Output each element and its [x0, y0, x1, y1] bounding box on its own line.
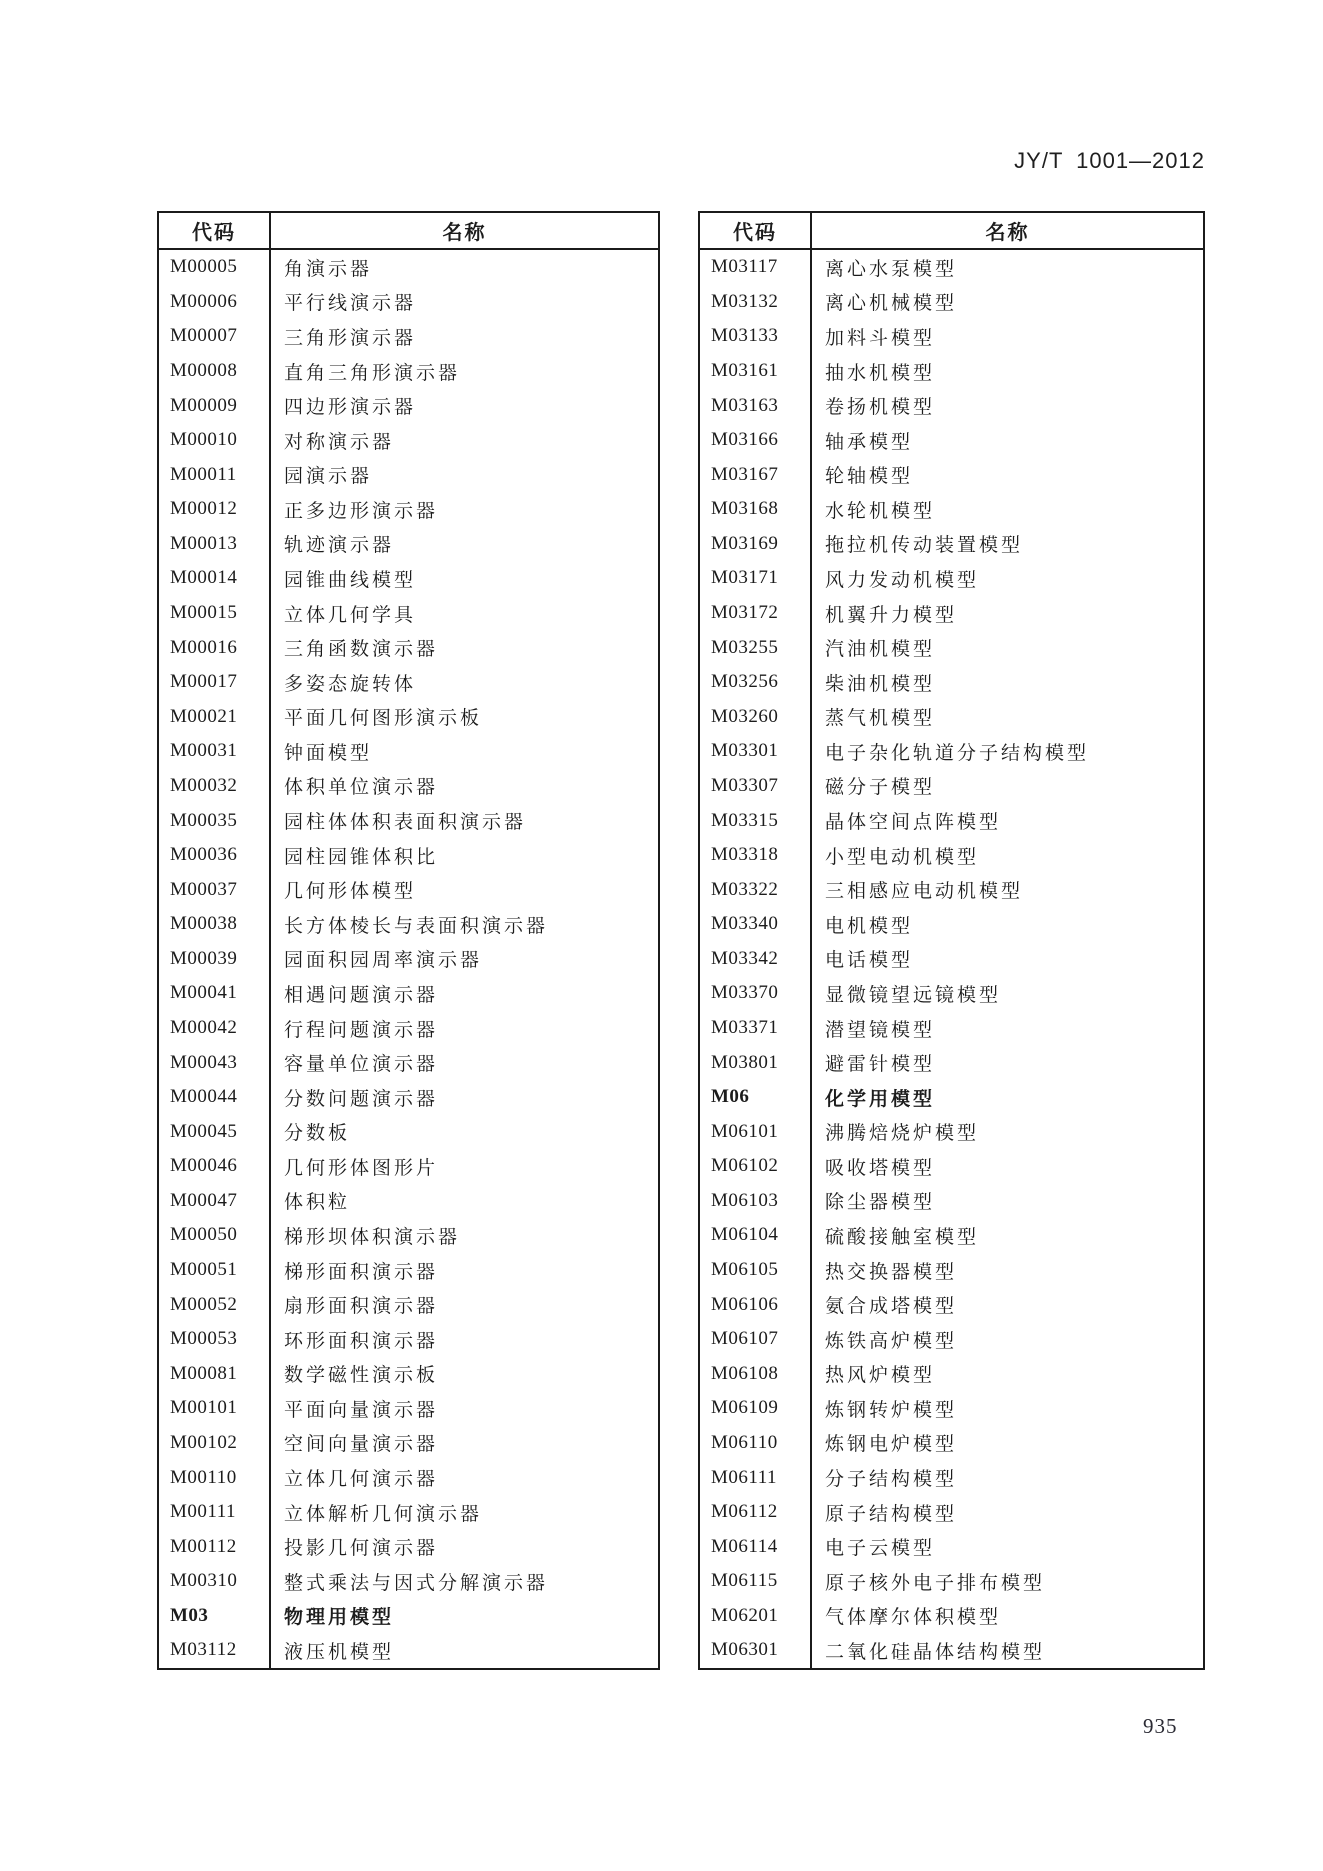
name-cell: 直角三角形演示器: [284, 362, 461, 384]
table-row: [700, 1218, 1203, 1253]
name-cell: 园面积园周率演示器: [284, 950, 483, 972]
code-cell: M06: [700, 1080, 812, 1115]
code-cell: M00017: [159, 665, 271, 700]
name-cell: 卷扬机模型: [825, 397, 936, 419]
name-cell: 园演示器: [284, 466, 373, 488]
name-cell: 平面向量演示器: [284, 1399, 439, 1421]
table-body: [159, 250, 658, 1668]
name-cell: 平面几何图形演示板: [284, 708, 483, 730]
code-table-left: [157, 211, 660, 1670]
code-cell: M03112: [159, 1633, 271, 1668]
code-cell: M00042: [159, 1011, 271, 1046]
table-row: [159, 561, 658, 596]
table-row: [159, 1599, 658, 1634]
name-cell: 氨合成塔模型: [825, 1296, 958, 1318]
table-row: [700, 734, 1203, 769]
name-cell: 电机模型: [825, 915, 914, 937]
code-cell: M06105: [700, 1253, 812, 1288]
code-cell: M00112: [159, 1529, 271, 1564]
name-cell: 热风炉模型: [825, 1365, 936, 1387]
name-cell: 抽水机模型: [825, 362, 936, 384]
table-body: [700, 250, 1203, 1668]
table-row: [159, 1391, 658, 1426]
name-cell: 轨迹演示器: [284, 535, 395, 557]
table-row: [700, 388, 1203, 423]
code-cell: M00050: [159, 1218, 271, 1253]
table-row: [159, 1011, 658, 1046]
name-cell: 液压机模型: [284, 1641, 395, 1663]
table-row: [159, 1633, 658, 1668]
name-cell: 体积粒: [284, 1192, 351, 1214]
name-cell: 小型电动机模型: [825, 846, 980, 868]
table-row: [700, 1495, 1203, 1530]
code-cell: M03: [159, 1599, 271, 1634]
name-cell: 立体几何学具: [284, 604, 417, 626]
table-row: [159, 872, 658, 907]
code-cell: M00008: [159, 354, 271, 389]
table-row: [700, 596, 1203, 631]
name-cell: 分数板: [284, 1123, 351, 1145]
name-cell: 避雷针模型: [825, 1054, 936, 1076]
name-cell: 体积单位演示器: [284, 777, 439, 799]
table-row: [159, 250, 658, 285]
table-row: [700, 1426, 1203, 1461]
table-row: [700, 700, 1203, 735]
name-cell: 水轮机模型: [825, 500, 936, 522]
code-cell: M00038: [159, 907, 271, 942]
table-row: [700, 1633, 1203, 1668]
code-cell: M03371: [700, 1011, 812, 1046]
name-cell: 拖拉机传动装置模型: [825, 535, 1024, 557]
code-cell: M00044: [159, 1080, 271, 1115]
name-cell: 正多边形演示器: [284, 500, 439, 522]
table-row: [700, 665, 1203, 700]
code-cell: M03301: [700, 734, 812, 769]
table-row: [700, 457, 1203, 492]
code-cell: M00043: [159, 1045, 271, 1080]
code-cell: M00110: [159, 1460, 271, 1495]
table-row: [159, 1529, 658, 1564]
name-cell: 环形面积演示器: [284, 1330, 439, 1352]
name-cell: 原子结构模型: [825, 1503, 958, 1525]
name-cell: 硫酸接触室模型: [825, 1226, 980, 1248]
table-row: [700, 1114, 1203, 1149]
name-cell: 角演示器: [284, 258, 373, 280]
code-cell: M06107: [700, 1322, 812, 1357]
code-cell: M00015: [159, 596, 271, 631]
table-row: [159, 769, 658, 804]
code-cell: M06102: [700, 1149, 812, 1184]
table-row: [700, 1460, 1203, 1495]
table-row: [700, 1045, 1203, 1080]
code-cell: M00014: [159, 561, 271, 596]
table-row: [159, 1184, 658, 1219]
code-cell: M03255: [700, 630, 812, 665]
name-cell: 柴油机模型: [825, 673, 936, 695]
table-row: [159, 285, 658, 320]
table-row: [700, 1080, 1203, 1115]
name-cell: 物理用模型: [284, 1607, 395, 1629]
code-cell: M03132: [700, 285, 812, 320]
code-cell: M00052: [159, 1287, 271, 1322]
name-cell: 炼钢电炉模型: [825, 1434, 958, 1456]
code-cell: M00036: [159, 838, 271, 873]
code-cell: M03801: [700, 1045, 812, 1080]
table-row: [700, 1529, 1203, 1564]
code-cell: M00310: [159, 1564, 271, 1599]
code-cell: M00012: [159, 492, 271, 527]
name-cell: 分子结构模型: [825, 1469, 958, 1491]
table-row: [159, 388, 658, 423]
table-row: [700, 1357, 1203, 1392]
table-row: [159, 803, 658, 838]
code-cell: M00041: [159, 976, 271, 1011]
code-cell: M06103: [700, 1184, 812, 1219]
table-row: [159, 1495, 658, 1530]
table-row: [700, 769, 1203, 804]
name-cell: 吸收塔模型: [825, 1157, 936, 1179]
name-cell: 数学磁性演示板: [284, 1365, 439, 1387]
name-cell: 三角形演示器: [284, 327, 417, 349]
table-row: [700, 1391, 1203, 1426]
name-cell: 空间向量演示器: [284, 1434, 439, 1456]
code-cell: M00101: [159, 1391, 271, 1426]
code-cell: M00006: [159, 285, 271, 320]
name-cell: 炼铁高炉模型: [825, 1330, 958, 1352]
code-cell: M00045: [159, 1114, 271, 1149]
code-cell: M03256: [700, 665, 812, 700]
name-cell: 原子核外电子排布模型: [825, 1572, 1046, 1594]
name-cell: 几何形体图形片: [284, 1157, 439, 1179]
name-cell: 多姿态旋转体: [284, 673, 417, 695]
code-cell: M06111: [700, 1460, 812, 1495]
code-cell: M06108: [700, 1357, 812, 1392]
code-cell: M06106: [700, 1287, 812, 1322]
table-row: [159, 1564, 658, 1599]
code-cell: M03163: [700, 388, 812, 423]
name-cell: 扇形面积演示器: [284, 1296, 439, 1318]
name-cell: 风力发动机模型: [825, 569, 980, 591]
code-cell: M03315: [700, 803, 812, 838]
code-cell: M00009: [159, 388, 271, 423]
name-cell: 轮轴模型: [825, 466, 914, 488]
table-row: [159, 907, 658, 942]
code-cell: M00031: [159, 734, 271, 769]
table-row: [159, 492, 658, 527]
code-cell: M03342: [700, 942, 812, 977]
table-row: [159, 976, 658, 1011]
code-cell: M00047: [159, 1184, 271, 1219]
table-row: [159, 1322, 658, 1357]
name-cell: 四边形演示器: [284, 397, 417, 419]
table-row: [700, 1149, 1203, 1184]
table-row: [700, 1564, 1203, 1599]
code-cell: M03168: [700, 492, 812, 527]
name-cell: 炼钢转炉模型: [825, 1399, 958, 1421]
name-cell: 轴承模型: [825, 431, 914, 453]
code-cell: M03169: [700, 527, 812, 562]
table-row: [159, 1253, 658, 1288]
name-cell: 热交换器模型: [825, 1261, 958, 1283]
table-row: [700, 1287, 1203, 1322]
table-row: [700, 492, 1203, 527]
name-cell: 潜望镜模型: [825, 1019, 936, 1041]
name-cell: 显微镜望远镜模型: [825, 984, 1002, 1006]
name-cell: 二氧化硅晶体结构模型: [825, 1641, 1046, 1663]
table-row: [159, 630, 658, 665]
code-cell: M03318: [700, 838, 812, 873]
code-cell: M00111: [159, 1495, 271, 1530]
name-cell: 立体几何演示器: [284, 1469, 439, 1491]
table-row: [159, 665, 658, 700]
code-cell: M03322: [700, 872, 812, 907]
page-number: 935: [1143, 1714, 1178, 1738]
code-cell: M03260: [700, 700, 812, 735]
name-cell: 化学用模型: [825, 1088, 936, 1110]
table-row: [159, 423, 658, 458]
table-row: [700, 354, 1203, 389]
table-row: [159, 457, 658, 492]
column-header-code: 代码: [700, 213, 812, 248]
code-cell: M03172: [700, 596, 812, 631]
table-row: [159, 942, 658, 977]
column-header-code: 代码: [159, 213, 271, 248]
table-row: [700, 630, 1203, 665]
table-row: [700, 319, 1203, 354]
name-cell: 钟面模型: [284, 742, 373, 764]
name-cell: 沸腾焙烧炉模型: [825, 1123, 980, 1145]
code-cell: M06110: [700, 1426, 812, 1461]
table-row: [159, 354, 658, 389]
name-cell: 电话模型: [825, 950, 914, 972]
name-cell: 长方体棱长与表面积演示器: [284, 915, 549, 937]
table-row: [159, 1287, 658, 1322]
table-row: [700, 561, 1203, 596]
table-row: [159, 1218, 658, 1253]
code-cell: M03307: [700, 769, 812, 804]
name-cell: 容量单位演示器: [284, 1054, 439, 1076]
code-cell: M00007: [159, 319, 271, 354]
name-cell: 立体解析几何演示器: [284, 1503, 483, 1525]
code-cell: M03370: [700, 976, 812, 1011]
table-row: [159, 1426, 658, 1461]
name-cell: 机翼升力模型: [825, 604, 958, 626]
name-cell: 除尘器模型: [825, 1192, 936, 1214]
code-cell: M03117: [700, 250, 812, 285]
code-cell: M00039: [159, 942, 271, 977]
table-row: [159, 838, 658, 873]
code-cell: M06109: [700, 1391, 812, 1426]
code-cell: M03167: [700, 457, 812, 492]
name-cell: 园柱园锥体积比: [284, 846, 439, 868]
code-cell: M06101: [700, 1114, 812, 1149]
code-cell: M00021: [159, 700, 271, 735]
table-row: [700, 838, 1203, 873]
code-cell: M00081: [159, 1357, 271, 1392]
name-cell: 对称演示器: [284, 431, 395, 453]
table-row: [700, 285, 1203, 320]
code-cell: M00016: [159, 630, 271, 665]
code-cell: M03161: [700, 354, 812, 389]
code-cell: M00010: [159, 423, 271, 458]
code-cell: M00037: [159, 872, 271, 907]
table-row: [159, 1149, 658, 1184]
code-cell: M00102: [159, 1426, 271, 1461]
code-cell: M03133: [700, 319, 812, 354]
table-row: [159, 700, 658, 735]
table-row: [159, 1045, 658, 1080]
table-row: [700, 1599, 1203, 1634]
name-cell: 几何形体模型: [284, 881, 417, 903]
code-cell: M06301: [700, 1633, 812, 1668]
name-cell: 蒸气机模型: [825, 708, 936, 730]
table-row: [700, 1184, 1203, 1219]
name-cell: 平行线演示器: [284, 293, 417, 315]
table-row: [159, 1460, 658, 1495]
name-cell: 汽油机模型: [825, 639, 936, 661]
name-cell: 晶体空间点阵模型: [825, 812, 1002, 834]
name-cell: 离心水泵模型: [825, 258, 958, 280]
standard-number-header: JY/T 1001—2012: [1014, 148, 1205, 173]
code-cell: M03166: [700, 423, 812, 458]
code-cell: M00011: [159, 457, 271, 492]
table-row: [700, 250, 1203, 285]
code-cell: M06104: [700, 1218, 812, 1253]
table-row: [700, 942, 1203, 977]
code-cell: M00013: [159, 527, 271, 562]
name-cell: 梯形坝体积演示器: [284, 1226, 461, 1248]
column-header-name: 名称: [985, 222, 1030, 244]
code-cell: M03340: [700, 907, 812, 942]
code-cell: M06201: [700, 1599, 812, 1634]
code-cell: M00051: [159, 1253, 271, 1288]
name-cell: 梯形面积演示器: [284, 1261, 439, 1283]
name-cell: 行程问题演示器: [284, 1019, 439, 1041]
table-row: [159, 596, 658, 631]
name-cell: 三相感应电动机模型: [825, 881, 1024, 903]
table-row: [159, 734, 658, 769]
table-row: [700, 527, 1203, 562]
name-cell: 园锥曲线模型: [284, 569, 417, 591]
code-cell: M06112: [700, 1495, 812, 1530]
table-row: [159, 319, 658, 354]
name-cell: 磁分子模型: [825, 777, 936, 799]
table-row: [700, 1322, 1203, 1357]
code-cell: M00032: [159, 769, 271, 804]
table-header-row: [159, 213, 658, 250]
code-cell: M00053: [159, 1322, 271, 1357]
code-cell: M06115: [700, 1564, 812, 1599]
name-cell: 离心机械模型: [825, 293, 958, 315]
name-cell: 加料斗模型: [825, 327, 936, 349]
table-row: [700, 423, 1203, 458]
table-row: [700, 976, 1203, 1011]
code-cell: M03171: [700, 561, 812, 596]
name-cell: 电子云模型: [825, 1538, 936, 1560]
table-row: [700, 872, 1203, 907]
name-cell: 园柱体体积表面积演示器: [284, 812, 527, 834]
table-row: [700, 907, 1203, 942]
name-cell: 电子杂化轨道分子结构模型: [825, 742, 1090, 764]
name-cell: 三角函数演示器: [284, 639, 439, 661]
code-table-right: [698, 211, 1205, 1670]
table-row: [159, 527, 658, 562]
name-cell: 投影几何演示器: [284, 1538, 439, 1560]
name-cell: 整式乘法与因式分解演示器: [284, 1572, 549, 1594]
code-cell: M00035: [159, 803, 271, 838]
table-row: [700, 1011, 1203, 1046]
table-row: [159, 1080, 658, 1115]
name-cell: 气体摩尔体积模型: [825, 1607, 1002, 1629]
name-cell: 相遇问题演示器: [284, 984, 439, 1006]
name-cell: 分数问题演示器: [284, 1088, 439, 1110]
table-row: [159, 1357, 658, 1392]
table-row: [700, 1253, 1203, 1288]
code-cell: M00046: [159, 1149, 271, 1184]
code-cell: M06114: [700, 1529, 812, 1564]
table-row: [700, 803, 1203, 838]
table-header-row: [700, 213, 1203, 250]
column-header-name: 名称: [442, 222, 487, 244]
code-cell: M00005: [159, 250, 271, 285]
table-row: [159, 1114, 658, 1149]
